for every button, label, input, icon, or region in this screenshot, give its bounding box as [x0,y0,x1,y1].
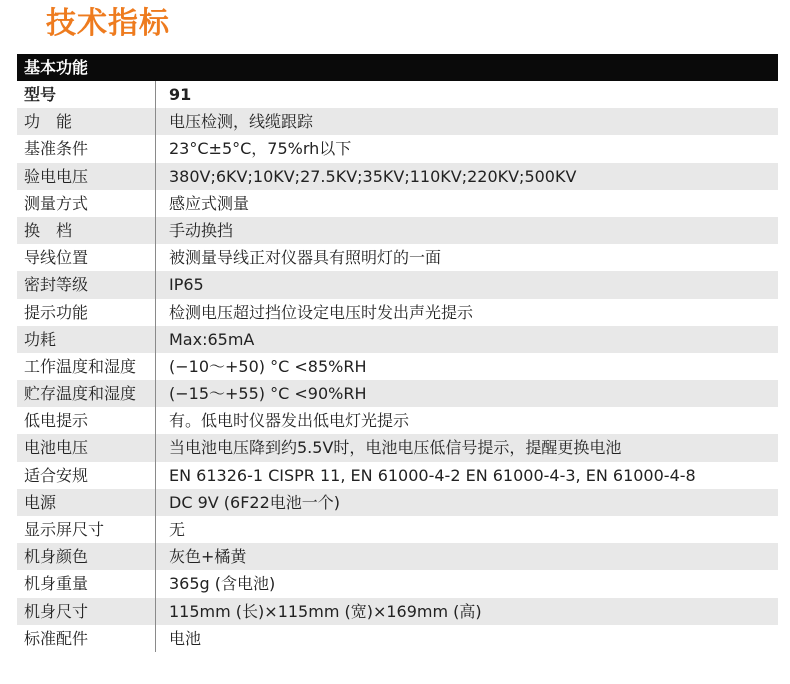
section-header: 基本功能 [17,54,778,81]
spec-value: 电压检测，线缆跟踪 [169,112,314,132]
spec-label: 基准条件 [17,135,156,162]
spec-value: 检测电压超过挡位设定电压时发出声光提示 [169,302,474,322]
spec-value: 电池 [169,628,202,648]
spec-value: 115mm (长)×115mm (宽)×169mm (高) [169,601,482,621]
spec-label: 功耗 [17,326,156,353]
spec-label: 电池电压 [17,434,156,461]
spec-row-standard-accessories [17,625,778,652]
spec-label: 密封等级 [17,271,156,298]
spec-row-power-supply [17,489,778,516]
spec-label: 功 能 [17,108,156,135]
spec-value: 有。低电时仪器发出低电灯光提示 [169,411,410,431]
spec-label: 型号 [17,81,156,108]
spec-row-alert-function [17,299,778,326]
spec-row-reference-conditions [17,135,778,162]
spec-label: 换 档 [17,217,156,244]
spec-value: (−10〜+50) °C <85%RH [169,356,367,376]
spec-value: 当电池电压降到约5.5V时，电池电压低信号提示，提醒更换电池 [169,438,622,458]
spec-value: 灰色+橘黄 [169,547,247,567]
spec-value: (−15〜+55) °C <90%RH [169,384,367,404]
spec-value: 感应式测量 [169,193,250,213]
spec-value: IP65 [169,275,204,295]
spec-row-conductor-position [17,244,778,271]
spec-label: 贮存温度和湿度 [17,380,156,407]
spec-row-function [17,108,778,135]
spec-label: 工作温度和湿度 [17,353,156,380]
spec-row-low-battery-alert [17,407,778,434]
spec-row-body-weight [17,570,778,597]
spec-row-power-consumption [17,326,778,353]
spec-label: 提示功能 [17,299,156,326]
spec-label: 标准配件 [17,625,156,652]
spec-value: 无 [169,520,186,539]
spec-label: 机身重量 [17,570,156,597]
spec-row-body-color [17,543,778,570]
spec-label: 低电提示 [17,407,156,434]
spec-row-body-dimensions [17,598,778,625]
spec-row-storage-temp-humidity [17,380,778,407]
spec-value: 手动换挡 [169,220,234,240]
spec-row-display-size [17,516,778,543]
spec-label: 机身颜色 [17,543,156,570]
spec-value: 被测量导线正对仪器具有照明灯的一面 [169,248,442,268]
spec-value: 91 [169,85,192,104]
spec-value: EN 61326-1 CISPR 11, EN 61000-4-2 EN 61000-4-3, EN 61000-4-8 [169,465,696,485]
spec-value: 365g (含电池) [169,574,276,594]
spec-label: 显示屏尺寸 [17,516,156,543]
spec-label: 电源 [17,489,156,516]
spec-label: 导线位置 [17,244,156,271]
spec-value: Max:65mA [169,329,255,349]
spec-row-safety-standards [17,462,778,489]
spec-row-battery-voltage [17,434,778,461]
page-title: 技术指标 [46,6,170,41]
spec-label: 机身尺寸 [17,598,156,625]
spec-label: 适合安规 [17,462,156,489]
spec-row-range-switch [17,217,778,244]
spec-value: DC 9V (6F22电池一个) [169,492,341,512]
spec-row-measurement-method [17,190,778,217]
spec-row-test-voltage [17,163,778,190]
spec-row-model [17,81,778,108]
spec-label: 验电电压 [17,163,156,190]
spec-value: 380V;6KV;10KV;27.5KV;35KV;110KV;220KV;500KV [169,166,577,186]
spec-label: 测量方式 [17,190,156,217]
spec-table [17,54,778,652]
spec-row-seal-rating [17,271,778,298]
spec-value: 23°C±5°C，75%rh以下 [169,139,352,159]
spec-row-operating-temp-humidity [17,353,778,380]
